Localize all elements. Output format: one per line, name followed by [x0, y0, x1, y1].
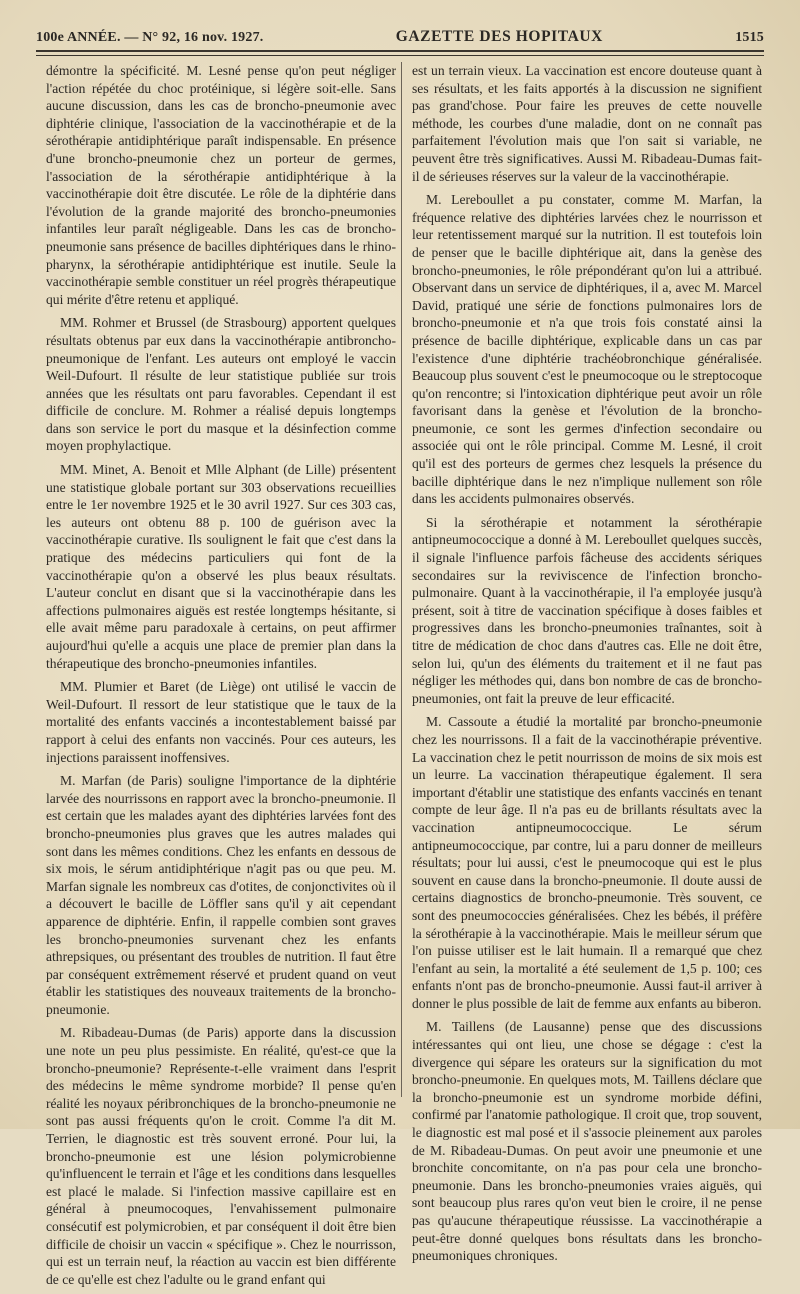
left-column	[46, 62, 396, 1294]
page-number: 1515	[735, 30, 764, 45]
paragraph: est un terrain vieux. La vaccination est encore douteuse quant à ses résultats, et les faits apportés à la discussion ne signifient pas grand'chose. Pour faire les preuves de cette nouvelle méthode, les courbes d'une maladie, dont on ne connaît pas parfaitement l'évolution mais que l'on sait si variable, ne peuvent être très significatives. Aussi M. Ribadeau-Dumas fait-il de sérieuses réserves sur la valeur de la vaccinothérapie.	[412, 63, 762, 184]
journal-title: GAZETTE DES HOPITAUX	[395, 28, 603, 45]
paragraph: MM. Plumier et Baret (de Liège) ont utilisé le vaccin de Weil-Dufourt. Il ressort de leur statistique que le taux de la mortalité des enfants vaccinés a incontestablement baissé par rapport à celui des enfants non vaccinés. Pour ces auteurs, les injections paraissent inoffensives.	[46, 679, 396, 765]
paragraph: Si la sérothérapie et notamment la sérothérapie antipneumococcique a donné à M. Lereboullet quelques succès, il signale l'influence parfois fâcheuse des accidents sériques secondaires sur la reviviscence de l'infection broncho-pulmonaire. Quant à la vaccinothérapie, il l'a employée jusqu'à présent, soit à titre de vaccination spécifique à doses faibles et progressives dans les broncho-pneumonies traînantes, soit à titre de médication de choc dans d'autres cas. Elle ne doit être, selon lui, qu'un des éléments du traitement et il ne faut pas négliger les méthodes qui, dans bon nombre de cas de broncho-pneumonies, ont fait la preuve de leur efficacité.	[412, 514, 762, 706]
paragraph: MM. Rohmer et Brussel (de Strasbourg) apportent quelques résultats obtenus par eux dans la vaccinothérapie antibroncho-pneumonique de l'enfant. Les auteurs ont employé le vaccin Weil-Dufourt. Il résulte de leur statistique publiée sur trois années que les résultats ont paru favorables. Cependant il est difficile de conclure. M. Rohmer a réalisé depuis longtemps dans son service le port du masque et la désinfection comme moyen prophylactique.	[46, 315, 396, 454]
paragraph: M. Lereboullet a pu constater, comme M. Marfan, la fréquence relative des diphtéries larvées chez le nourrisson et leur retentissement marqué sur la nutrition. Il est toutefois loin de penser que le bacille diphtérique ait, dans la genèse des broncho-pneumonies, le rôle prépondérant qu'on lui a attribué. Observant dans un service de diphtériques, il a, avec M. Marcel David, pratiqué une série de fonctions pulmonaires lors de broncho-pneumonie et n'a que trois fois constaté ainsi la présence de bacille diphtérique, explicable dans un cas par l'existence d'une diphtérie trachéobronchique généralisée. Beaucoup plus souvent c'est le pneumocoque ou le streptocoque qu'on rencontre; si l'intoxication diphtérique peut avoir un rôle favorisant dans la genèse et l'évolution de la broncho-pneumonie, ce sont les germes d'infection secondaire ou associée qui ont le rôle principal. Comme M. Lesné, il croit qu'il est des porteurs de germes chez lesquels la présence du bacille diphtérique dans le nez n'implique nullement son rôle dans les accidents pulmonaires observés.	[412, 192, 762, 507]
paragraph: M. Cassoute a étudié la mortalité par broncho-pneumonie chez les nourrissons. Il a fait de la vaccinothérapie préventive. La vaccination chez le petit nourrisson de moins de six mois est un leurre. La vaccination thérapeutique également. Il sera important d'établir une statistique des enfants vaccinés en tenant compte de leur âge. Il n'a pas eu de brillants résultats avec la vaccination antipneumococcique. Le sérum antipneumococcique, par contre, lui a paru donner de meilleurs résultats; pour lui aussi, c'est le pneumocoque qui est le plus souvent en cause dans la broncho-pneumonie. Il doute aussi de certains diagnostics de broncho-pneumonie. Très souvent, ce sont des pneumococcies généralisées. Chez les bébés, il préfère la sérothérapie à la vaccinothérapie. Mais le meilleur sérum que l'on puisse utiliser est le lait humain. Il a remarqué que chez l'enfant au sein, la mortalité a été seulement de 1,5 p. 100; ces enfants n'ont pas de broncho-pneumonie. Aussi faut-il arriver à donner le plus possible de lait de femme aux enfants au biberon.	[412, 714, 762, 1011]
paragraph: MM. Minet, A. Benoit et Mlle Alphant (de Lille) présentent une statistique globale portant sur 303 observations recueillies entre le 1er novembre 1925 et le 30 avril 1927. Sur ces 303 cas, les auteurs ont obtenu 88 p. 100 de guérison avec la vaccinothérapie curative. Ils soulignent le fait que c'est dans la pratique des médecins particuliers qui font de la vaccinothérapie qu'on a observé les plus beaux résultats. L'auteur conclut en disant que si la vaccinothérapie dans les affections pulmonaires aiguës est restée longtemps hésitante, si elle avait même paru paradoxale à certains, on peut affirmer aujourd'hui qu'elle a acquis une place de premier plan dans la thérapeutique des broncho-pneumonies infantiles.	[46, 462, 396, 671]
paragraph: M. Marfan (de Paris) souligne l'importance de la diphtérie larvée des nourrissons en rapport avec la broncho-pneumonie. Il est certain que les malades ayant des diphtéries larvées font des broncho-pneumonies plus graves que les autres malades qui sont dans les mêmes conditions. Chez les enfants en dessous de six mois, le sérum antidiphtérique n'agit pas ou que peu. M. Marfan signale les nombreux cas d'otites, de conjonctivites où il a découvert le bacille de Löffler sans qu'il y ait cependant apparence de diphtérie. Enfin, il rappelle combien sont graves les broncho-pneumonies survenant chez les enfants athrepsiques, ou présentant des troubles de nutrition. Il faut être par conséquent extrêmement réservé et prudent quand on veut établir les statistiques des nouveaux traitements de la broncho-pneumonie.	[46, 773, 396, 1017]
issue-info: 100e ANNÉE. — N° 92, 16 nov. 1927.	[36, 30, 264, 45]
header-rule-thick	[36, 50, 764, 52]
paragraph: démontre la spécificité. M. Lesné pense qu'on peut négliger l'action répétée du choc protéinique, si légère soit-elle. Sans aucune discussion, dans les cas de broncho-pneumonie avec diphtérie clinique, l'association de la vaccinothérapie et de la sérothérapie antidiphtérique paraît indispensable. En présence d'une broncho-pneumonie chez un porteur de germes, l'association de la sérothérapie antidiphtérique à la vaccinothérapie doit être discutée. Le rôle de la diphtérie dans l'évolution de la grande majorité des broncho-pneumonies infantiles leur paraît négligeable. Dans les cas de broncho-pneumonie sans présence de bacilles diphtériques dans le rhino-pharynx, la sérothérapie antidiphtérique est inutile. Seule la vaccinothérapie semble constituer un réel progrès thérapeutique qui mérite d'être retenu et appliqué.	[46, 63, 396, 307]
header-rule-thin	[36, 55, 764, 56]
page-header	[36, 18, 764, 46]
right-column	[412, 62, 762, 1271]
column-divider	[401, 62, 402, 1097]
paragraph: M. Taillens (de Lausanne) pense que des discussions intéressantes qui ont lieu, une chose se dégage : c'est la divergence qui sépare les orateurs sur la signification du mot broncho-pneumonie. En quelques mots, M. Taillens déclare que la broncho-pneumonie est un syndrome morbide défini, confirmé par l'anatomie pathologique. Il croit que, trop souvent, le diagnostic est mal posé et il s'associe pleinement aux paroles de M. Ribadeau-Dumas. On peut avoir une pneumonie et une bronchite concomitante, on n'a pas pour cela une broncho-pneumonie. Dans les broncho-pneumonies vraies aiguës, qui sont beaucoup plus rares qu'on veut bien le croire, il ne pense pas qu'aucune thérapeutique réussisse. La vaccinothérapie a peut-être donné quelques bons résultats dans les broncho-pneumoniques chroniques.	[412, 1019, 762, 1264]
paragraph: M. Ribadeau-Dumas (de Paris) apporte dans la discussion une note un peu plus pessimiste. En réalité, qu'est-ce que la broncho-pneumonie? Représente-t-elle vraiment dans l'esprit des médecins le même syndrome morbide? Il pense qu'en réalité les noyaux péribronchiques de la broncho-pneumonie ne sont pas aussi fréquents qu'on le croit. Comme l'a dit M. Terrien, le diagnostic est très souvent erroné. Pour lui, la broncho-pneumonie est une lésion polymicrobienne qu'influencent le terrain et l'âge et les conditions dans lesquelles est placé le malade. Si l'infection massive capillaire est en général à pneumocoques, l'envahissement pulmonaire consécutif est polymicrobien, et par conséquent il doit être bien difficile de choisir un vaccin « spécifique ». Chez le nourrisson, qui est un terrain neuf, la réaction au vaccin est bien différente de ce qu'elle est chez l'adulte ou le grand enfant qui	[46, 1025, 396, 1287]
